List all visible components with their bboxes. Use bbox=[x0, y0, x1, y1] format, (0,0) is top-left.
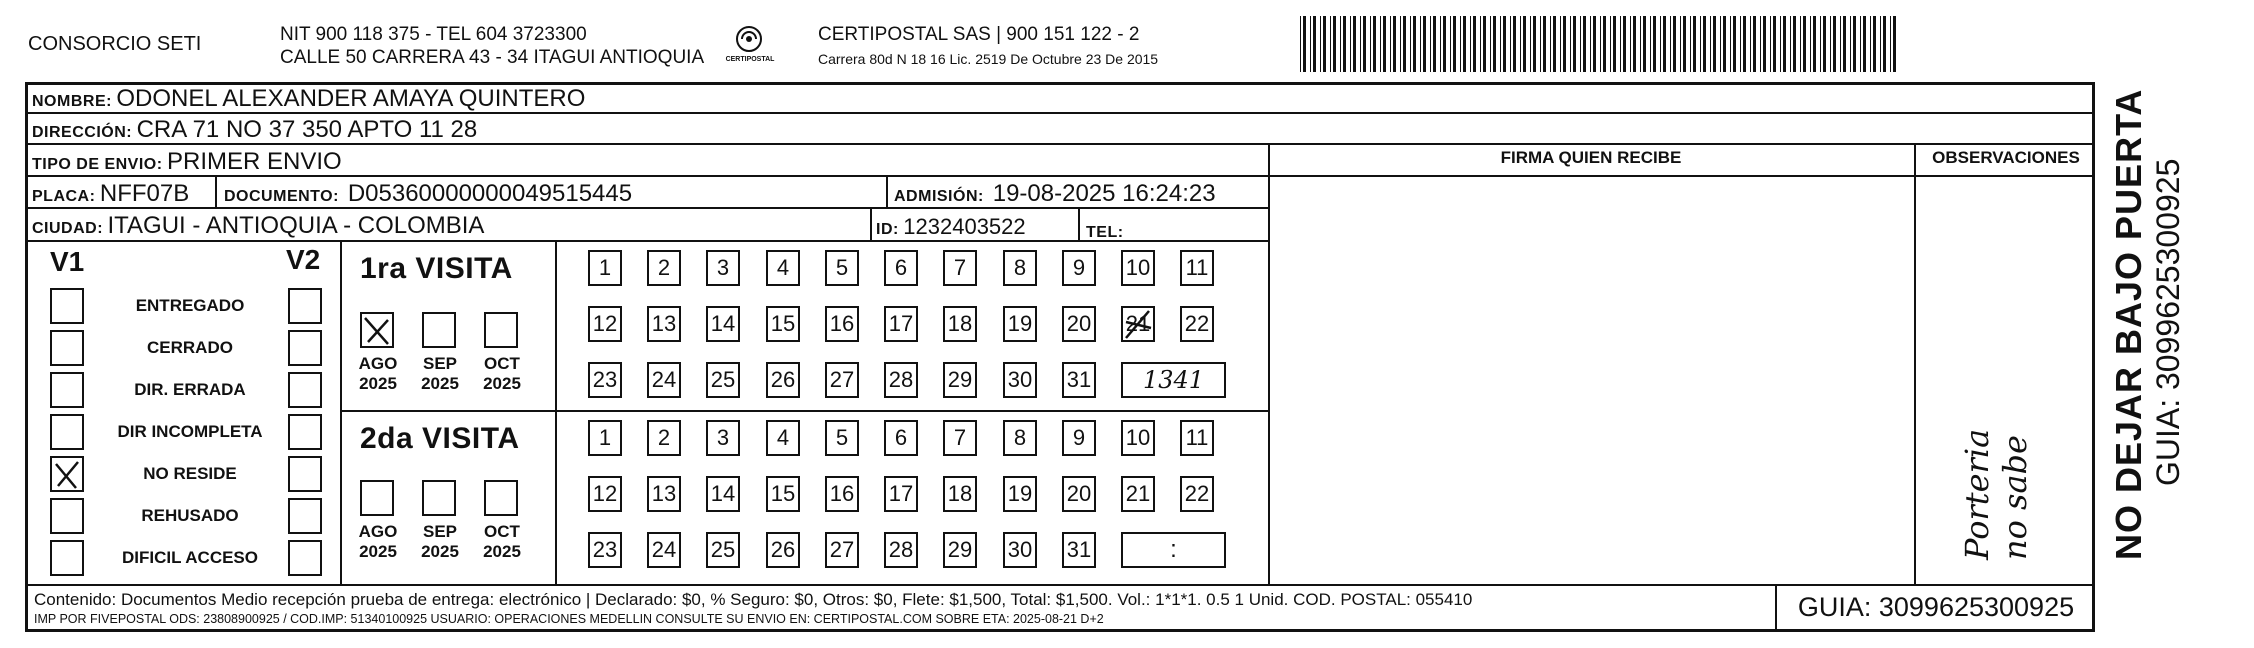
day-checkbox[interactable]: 29 bbox=[943, 362, 977, 398]
certipostal-line: CERTIPOSTAL SAS | 900 151 122 - 2 bbox=[818, 24, 1140, 45]
barcode-bar bbox=[1440, 16, 1441, 72]
day-checkbox[interactable]: 25 bbox=[706, 362, 740, 398]
barcode-bar bbox=[1530, 16, 1531, 72]
day-checkbox[interactable]: 30 bbox=[1003, 532, 1037, 568]
nit-line: NIT 900 118 375 - TEL 604 3723300 bbox=[280, 24, 587, 45]
day-checkbox[interactable]: 25 bbox=[706, 532, 740, 568]
barcode-bar bbox=[1733, 16, 1736, 72]
barcode-bar bbox=[1503, 16, 1506, 72]
ciudad-label: CIUDAD: bbox=[32, 220, 104, 237]
barcode-bar bbox=[1490, 16, 1491, 72]
barcode-bar bbox=[1670, 16, 1671, 72]
barcode-bar bbox=[1730, 16, 1731, 72]
documento-label: DOCUMENTO: bbox=[224, 188, 339, 205]
barcode-bar bbox=[1813, 16, 1816, 72]
barcode-bar bbox=[1840, 16, 1841, 72]
day-checkbox[interactable]: 20 bbox=[1062, 306, 1096, 342]
barcode-bar bbox=[1533, 16, 1536, 72]
month-checkbox[interactable] bbox=[484, 312, 518, 348]
barcode-bar bbox=[1790, 16, 1791, 72]
barcode-bar bbox=[1820, 16, 1821, 72]
barcode-bar bbox=[1390, 16, 1391, 72]
v2-checkbox[interactable] bbox=[288, 414, 322, 450]
nombre-row bbox=[32, 85, 585, 113]
barcode-bar bbox=[1660, 16, 1661, 72]
direccion-label: DIRECCIÓN: bbox=[32, 124, 133, 141]
barcode-bar bbox=[1500, 16, 1501, 72]
nombre-label: NOMBRE: bbox=[32, 93, 112, 110]
day-checkbox[interactable]: 18 bbox=[943, 476, 977, 512]
observation-handwritten-2: no sabe bbox=[1996, 435, 2034, 560]
barcode-bar bbox=[1450, 16, 1451, 72]
barcode-bar bbox=[1353, 16, 1356, 72]
day-checkbox[interactable]: 23 bbox=[588, 532, 622, 568]
nombre-value: ODONEL ALEXANDER AMAYA QUINTERO bbox=[116, 85, 586, 112]
day-checkbox[interactable]: 6 bbox=[884, 250, 918, 286]
v2-header: V2 bbox=[286, 244, 321, 275]
barcode-bar bbox=[1780, 16, 1781, 72]
status-label: DIR INCOMPLETA bbox=[117, 422, 263, 441]
id-label: ID: bbox=[876, 221, 899, 238]
day-checkbox[interactable]: 5 bbox=[825, 250, 859, 286]
barcode-bar bbox=[1513, 16, 1516, 72]
license-line: Carrera 80d N 18 16 Lic. 2519 De Octubre 23 De 2015 bbox=[818, 51, 1159, 67]
barcode-graphic bbox=[1300, 16, 1900, 72]
company-name: CONSORCIO SETI bbox=[28, 33, 202, 55]
month-label: SEP 2025 bbox=[421, 522, 459, 561]
barcode-bar bbox=[1520, 16, 1521, 72]
barcode-bar bbox=[1750, 16, 1751, 72]
placa-label: PLACA: bbox=[32, 188, 96, 205]
barcode-bar bbox=[1570, 16, 1571, 72]
ciudad-row bbox=[32, 212, 484, 240]
day-checkbox[interactable]: 29 bbox=[943, 532, 977, 568]
direccion-row bbox=[32, 116, 477, 144]
barcode-bar bbox=[1663, 16, 1666, 72]
direccion-value: CRA 71 NO 37 350 APTO 11 28 bbox=[136, 116, 478, 143]
barcode-bar bbox=[1523, 16, 1526, 72]
barcode-bar bbox=[1853, 16, 1856, 72]
day-checkbox[interactable]: 28 bbox=[884, 532, 918, 568]
barcode-bar bbox=[1340, 16, 1341, 72]
day-checkbox[interactable]: 28 bbox=[884, 362, 918, 398]
barcode-bar bbox=[1540, 16, 1541, 72]
barcode-bar bbox=[1303, 16, 1306, 72]
barcode-bar bbox=[1833, 16, 1836, 72]
barcode-bar bbox=[1410, 16, 1411, 72]
month-label: SEP 2025 bbox=[421, 354, 459, 393]
id-row bbox=[876, 214, 1026, 240]
logo-label: CERTIPOSTAL bbox=[725, 56, 775, 63]
barcode-bar bbox=[1550, 16, 1551, 72]
barcode-bar bbox=[1753, 16, 1756, 72]
day-checkbox[interactable]: 6 bbox=[884, 420, 918, 456]
barcode-bar bbox=[1700, 16, 1701, 72]
v2-checkbox[interactable] bbox=[288, 288, 322, 324]
barcode-bar bbox=[1643, 16, 1646, 72]
barcode-bar bbox=[1793, 16, 1796, 72]
barcode-bar bbox=[1423, 16, 1426, 72]
barcode-bar bbox=[1830, 16, 1831, 72]
barcode-bar bbox=[1690, 16, 1691, 72]
barcode-bar bbox=[1443, 16, 1446, 72]
day-checkbox[interactable]: 2 bbox=[647, 420, 681, 456]
month-label: OCT 2025 bbox=[483, 522, 521, 561]
id-value: 1232403522 bbox=[903, 214, 1026, 239]
day-checkbox[interactable]: 30 bbox=[1003, 362, 1037, 398]
day-checkbox[interactable]: 31 bbox=[1062, 532, 1096, 568]
v1-checkbox[interactable] bbox=[50, 456, 84, 492]
barcode-bar bbox=[1860, 16, 1861, 72]
v1-checkbox[interactable] bbox=[50, 330, 84, 366]
barcode-bar bbox=[1360, 16, 1361, 72]
tel-row bbox=[1086, 216, 1124, 244]
status-label: DIR. ERRADA bbox=[134, 380, 246, 399]
day-checkbox[interactable]: 8 bbox=[1003, 420, 1037, 456]
day-checkbox[interactable]: 11 bbox=[1180, 420, 1214, 456]
barcode-bar bbox=[1493, 16, 1496, 72]
day-checkbox[interactable]: 10 bbox=[1121, 250, 1155, 286]
day-checkbox[interactable]: 17 bbox=[884, 306, 918, 342]
admision-row bbox=[894, 180, 1216, 208]
barcode-bar bbox=[1870, 16, 1871, 72]
month-checkbox[interactable] bbox=[360, 480, 394, 516]
v2-checkbox[interactable] bbox=[288, 498, 322, 534]
day-checkbox[interactable]: 15 bbox=[766, 476, 800, 512]
barcode-bar bbox=[1823, 16, 1826, 72]
day-checkbox[interactable]: 2 bbox=[647, 250, 681, 286]
barcode-bar bbox=[1623, 16, 1626, 72]
day-checkbox[interactable]: 12 bbox=[588, 476, 622, 512]
barcode-bar bbox=[1470, 16, 1471, 72]
barcode bbox=[1300, 16, 1900, 72]
v2-checkbox[interactable] bbox=[288, 330, 322, 366]
day-checkbox[interactable]: 17 bbox=[884, 476, 918, 512]
barcode-bar bbox=[1573, 16, 1576, 72]
day-checkbox[interactable]: 26 bbox=[766, 362, 800, 398]
day-checkbox[interactable]: 3 bbox=[706, 250, 740, 286]
barcode-bar bbox=[1510, 16, 1511, 72]
day-checkbox[interactable]: 13 bbox=[647, 306, 681, 342]
day-checkbox[interactable]: 3 bbox=[706, 420, 740, 456]
month-checkbox[interactable] bbox=[422, 480, 456, 516]
time-field[interactable]: 1341 bbox=[1121, 362, 1226, 398]
check-mark-icon bbox=[1123, 308, 1155, 342]
barcode-bar bbox=[1763, 16, 1766, 72]
day-checkbox[interactable]: 16 bbox=[825, 476, 859, 512]
day-checkbox[interactable]: 23 bbox=[588, 362, 622, 398]
barcode-bar bbox=[1473, 16, 1476, 72]
month-checkbox[interactable] bbox=[360, 312, 394, 348]
day-checkbox[interactable]: 27 bbox=[825, 362, 859, 398]
barcode-bar bbox=[1413, 16, 1416, 72]
day-checkbox[interactable]: 31 bbox=[1062, 362, 1096, 398]
day-checkbox[interactable]: 19 bbox=[1003, 306, 1037, 342]
placa-value: NFF07B bbox=[99, 180, 190, 207]
check-mark-icon bbox=[52, 458, 82, 490]
visit1-title: 1ra VISITA bbox=[360, 252, 513, 285]
day-checkbox[interactable]: 21 bbox=[1121, 306, 1155, 342]
month-label: AGO 2025 bbox=[358, 354, 398, 393]
barcode-bar bbox=[1863, 16, 1866, 72]
day-checkbox[interactable]: 1 bbox=[588, 420, 622, 456]
barcode-bar bbox=[1673, 16, 1676, 72]
barcode-bar bbox=[1620, 16, 1621, 72]
barcode-bar bbox=[1723, 16, 1726, 72]
barcode-bar bbox=[1883, 16, 1886, 72]
month-label: OCT 2025 bbox=[483, 354, 521, 393]
barcode-bar bbox=[1403, 16, 1406, 72]
barcode-bar bbox=[1433, 16, 1436, 72]
barcode-bar bbox=[1330, 16, 1331, 72]
barcode-bar bbox=[1713, 16, 1716, 72]
admision-label: ADMISIÓN: bbox=[894, 188, 984, 205]
month-checkbox[interactable] bbox=[422, 312, 456, 348]
day-checkbox[interactable]: 14 bbox=[706, 306, 740, 342]
barcode-bar bbox=[1783, 16, 1786, 72]
barcode-bar bbox=[1650, 16, 1651, 72]
no-dejar-label: NO DEJAR BAJO PUERTA bbox=[2108, 88, 2149, 560]
barcode-bar bbox=[1343, 16, 1346, 72]
barcode-bar bbox=[1880, 16, 1881, 72]
v2-checkbox[interactable] bbox=[288, 372, 322, 408]
footer-imp: IMP POR FIVEPOSTAL ODS: 23808900925 / COD.IMP: 51340100925 USUARIO: OPERACIONES MEDELLIN CONSULTE SU ENVIO EN: CERTIPOSTAL.COM SOBRE ETA: 2025-08-21 D+2 bbox=[34, 612, 1104, 626]
day-checkbox[interactable]: 9 bbox=[1062, 250, 1096, 286]
barcode-bar bbox=[1693, 16, 1696, 72]
barcode-bar bbox=[1610, 16, 1611, 72]
barcode-bar bbox=[1743, 16, 1746, 72]
placa-row bbox=[32, 180, 189, 208]
barcode-bar bbox=[1400, 16, 1401, 72]
barcode-bar bbox=[1703, 16, 1706, 72]
documento-row bbox=[224, 180, 632, 208]
address-line: CALLE 50 CARRERA 43 - 34 ITAGUI ANTIOQUIA bbox=[280, 47, 705, 68]
barcode-bar bbox=[1320, 16, 1321, 72]
barcode-bar bbox=[1300, 16, 1301, 72]
barcode-bar bbox=[1463, 16, 1466, 72]
day-checkbox[interactable]: 1 bbox=[588, 250, 622, 286]
barcode-bar bbox=[1843, 16, 1846, 72]
barcode-bar bbox=[1760, 16, 1761, 72]
barcode-bar bbox=[1740, 16, 1741, 72]
v2-checkbox[interactable] bbox=[288, 540, 322, 576]
barcode-bar bbox=[1773, 16, 1776, 72]
barcode-bar bbox=[1680, 16, 1681, 72]
barcode-bar bbox=[1420, 16, 1421, 72]
barcode-bar bbox=[1313, 16, 1316, 72]
barcode-bar bbox=[1583, 16, 1586, 72]
barcode-bar bbox=[1333, 16, 1336, 72]
status-label: DIFICIL ACCESO bbox=[121, 548, 258, 567]
day-checkbox[interactable]: 4 bbox=[766, 420, 800, 456]
day-checkbox[interactable]: 22 bbox=[1180, 306, 1214, 342]
barcode-bar bbox=[1810, 16, 1811, 72]
v1-checkbox[interactable] bbox=[50, 540, 84, 576]
tipo-value: PRIMER ENVIO bbox=[167, 148, 342, 175]
barcode-bar bbox=[1803, 16, 1806, 72]
day-checkbox[interactable]: 14 bbox=[706, 476, 740, 512]
barcode-bar bbox=[1640, 16, 1641, 72]
barcode-bar bbox=[1633, 16, 1636, 72]
v1-checkbox[interactable] bbox=[50, 414, 84, 450]
barcode-bar bbox=[1600, 16, 1601, 72]
barcode-bar bbox=[1890, 16, 1891, 72]
barcode-bar bbox=[1393, 16, 1396, 72]
barcode-bar bbox=[1483, 16, 1486, 72]
barcode-bar bbox=[1850, 16, 1851, 72]
barcode-bar bbox=[1580, 16, 1581, 72]
certipostal-logo bbox=[725, 22, 775, 68]
day-checkbox[interactable]: 21 bbox=[1121, 476, 1155, 512]
barcode-bar bbox=[1383, 16, 1386, 72]
check-mark-icon bbox=[362, 314, 392, 346]
barcode-bar bbox=[1630, 16, 1631, 72]
day-checkbox[interactable]: 19 bbox=[1003, 476, 1037, 512]
day-checkbox[interactable]: 7 bbox=[943, 420, 977, 456]
barcode-bar bbox=[1460, 16, 1461, 72]
barcode-bar bbox=[1543, 16, 1546, 72]
barcode-bar bbox=[1893, 16, 1896, 72]
footer-guia: GUIA: 3099625300925 bbox=[1797, 592, 2075, 622]
footer-contenido: Contenido: Documentos Medio recepción prueba de entrega: electrónico | Declarado: $0, % Seguro: $0, Otros: $0, Flete: $1,500, Total: $1,500. Vol.: 1*1*1. 0.5 1 Unid. COD. POSTAL: 055410 bbox=[34, 590, 1473, 609]
barcode-bar bbox=[1653, 16, 1656, 72]
day-checkbox[interactable]: 8 bbox=[1003, 250, 1037, 286]
barcode-bar bbox=[1770, 16, 1771, 72]
barcode-bar bbox=[1593, 16, 1596, 72]
month-checkbox[interactable] bbox=[484, 480, 518, 516]
barcode-bar bbox=[1370, 16, 1371, 72]
tipo-label: TIPO DE ENVIO: bbox=[32, 156, 163, 173]
day-checkbox[interactable]: 27 bbox=[825, 532, 859, 568]
barcode-bar bbox=[1710, 16, 1711, 72]
v1-header: V1 bbox=[50, 246, 85, 277]
day-checkbox[interactable]: 7 bbox=[943, 250, 977, 286]
ciudad-value: ITAGUI - ANTIOQUIA - COLOMBIA bbox=[107, 212, 485, 239]
barcode-bar bbox=[1380, 16, 1381, 72]
barcode-bar bbox=[1453, 16, 1456, 72]
v1-checkbox[interactable] bbox=[50, 372, 84, 408]
barcode-bar bbox=[1480, 16, 1481, 72]
barcode-bar bbox=[1373, 16, 1376, 72]
status-label: CERRADO bbox=[147, 338, 233, 357]
firma-header: FIRMA QUIEN RECIBE bbox=[1500, 148, 1682, 167]
tel-label: TEL: bbox=[1086, 224, 1124, 241]
status-label: ENTREGADO bbox=[135, 296, 245, 315]
barcode-bar bbox=[1363, 16, 1366, 72]
barcode-bar bbox=[1683, 16, 1686, 72]
barcode-bar bbox=[1590, 16, 1591, 72]
barcode-bar bbox=[1613, 16, 1616, 72]
admision-value: 19-08-2025 16:24:23 bbox=[992, 180, 1216, 207]
v2-checkbox[interactable] bbox=[288, 456, 322, 492]
barcode-bar bbox=[1800, 16, 1801, 72]
barcode-bar bbox=[1553, 16, 1556, 72]
barcode-bar bbox=[1873, 16, 1876, 72]
barcode-bar bbox=[1563, 16, 1566, 72]
day-checkbox[interactable]: 4 bbox=[766, 250, 800, 286]
barcode-bar bbox=[1560, 16, 1561, 72]
documento-value: D05360000000049515445 bbox=[347, 180, 633, 207]
status-label: NO RESIDE bbox=[143, 464, 237, 483]
v1-checkbox[interactable] bbox=[50, 498, 84, 534]
barcode-bar bbox=[1720, 16, 1721, 72]
day-checkbox[interactable]: 22 bbox=[1180, 476, 1214, 512]
day-checkbox[interactable]: 24 bbox=[647, 532, 681, 568]
day-checkbox[interactable]: 12 bbox=[588, 306, 622, 342]
side-guia: GUIA: 3099625300925 bbox=[2150, 158, 2186, 486]
observation-handwritten-1: Porteria bbox=[1958, 428, 1996, 560]
tipo-row bbox=[32, 148, 342, 176]
day-checkbox[interactable]: 24 bbox=[647, 362, 681, 398]
observaciones-header: OBSERVACIONES bbox=[1932, 148, 2080, 167]
barcode-bar bbox=[1310, 16, 1311, 72]
day-checkbox[interactable]: 15 bbox=[766, 306, 800, 342]
day-checkbox[interactable]: 9 bbox=[1062, 420, 1096, 456]
day-checkbox[interactable]: 16 bbox=[825, 306, 859, 342]
barcode-bar bbox=[1430, 16, 1431, 72]
day-checkbox[interactable]: 5 bbox=[825, 420, 859, 456]
barcode-bar bbox=[1350, 16, 1351, 72]
day-checkbox[interactable]: 10 bbox=[1121, 420, 1155, 456]
day-checkbox[interactable]: 13 bbox=[647, 476, 681, 512]
day-checkbox[interactable]: 20 bbox=[1062, 476, 1096, 512]
barcode-bar bbox=[1603, 16, 1606, 72]
day-checkbox[interactable]: 26 bbox=[766, 532, 800, 568]
month-label: AGO 2025 bbox=[358, 522, 398, 561]
day-checkbox[interactable]: 11 bbox=[1180, 250, 1214, 286]
day-checkbox[interactable]: 18 bbox=[943, 306, 977, 342]
barcode-bar bbox=[1323, 16, 1326, 72]
time-field[interactable]: : bbox=[1121, 532, 1226, 568]
status-label: REHUSADO bbox=[141, 506, 239, 525]
visit2-title: 2da VISITA bbox=[360, 422, 520, 455]
v1-checkbox[interactable] bbox=[50, 288, 84, 324]
